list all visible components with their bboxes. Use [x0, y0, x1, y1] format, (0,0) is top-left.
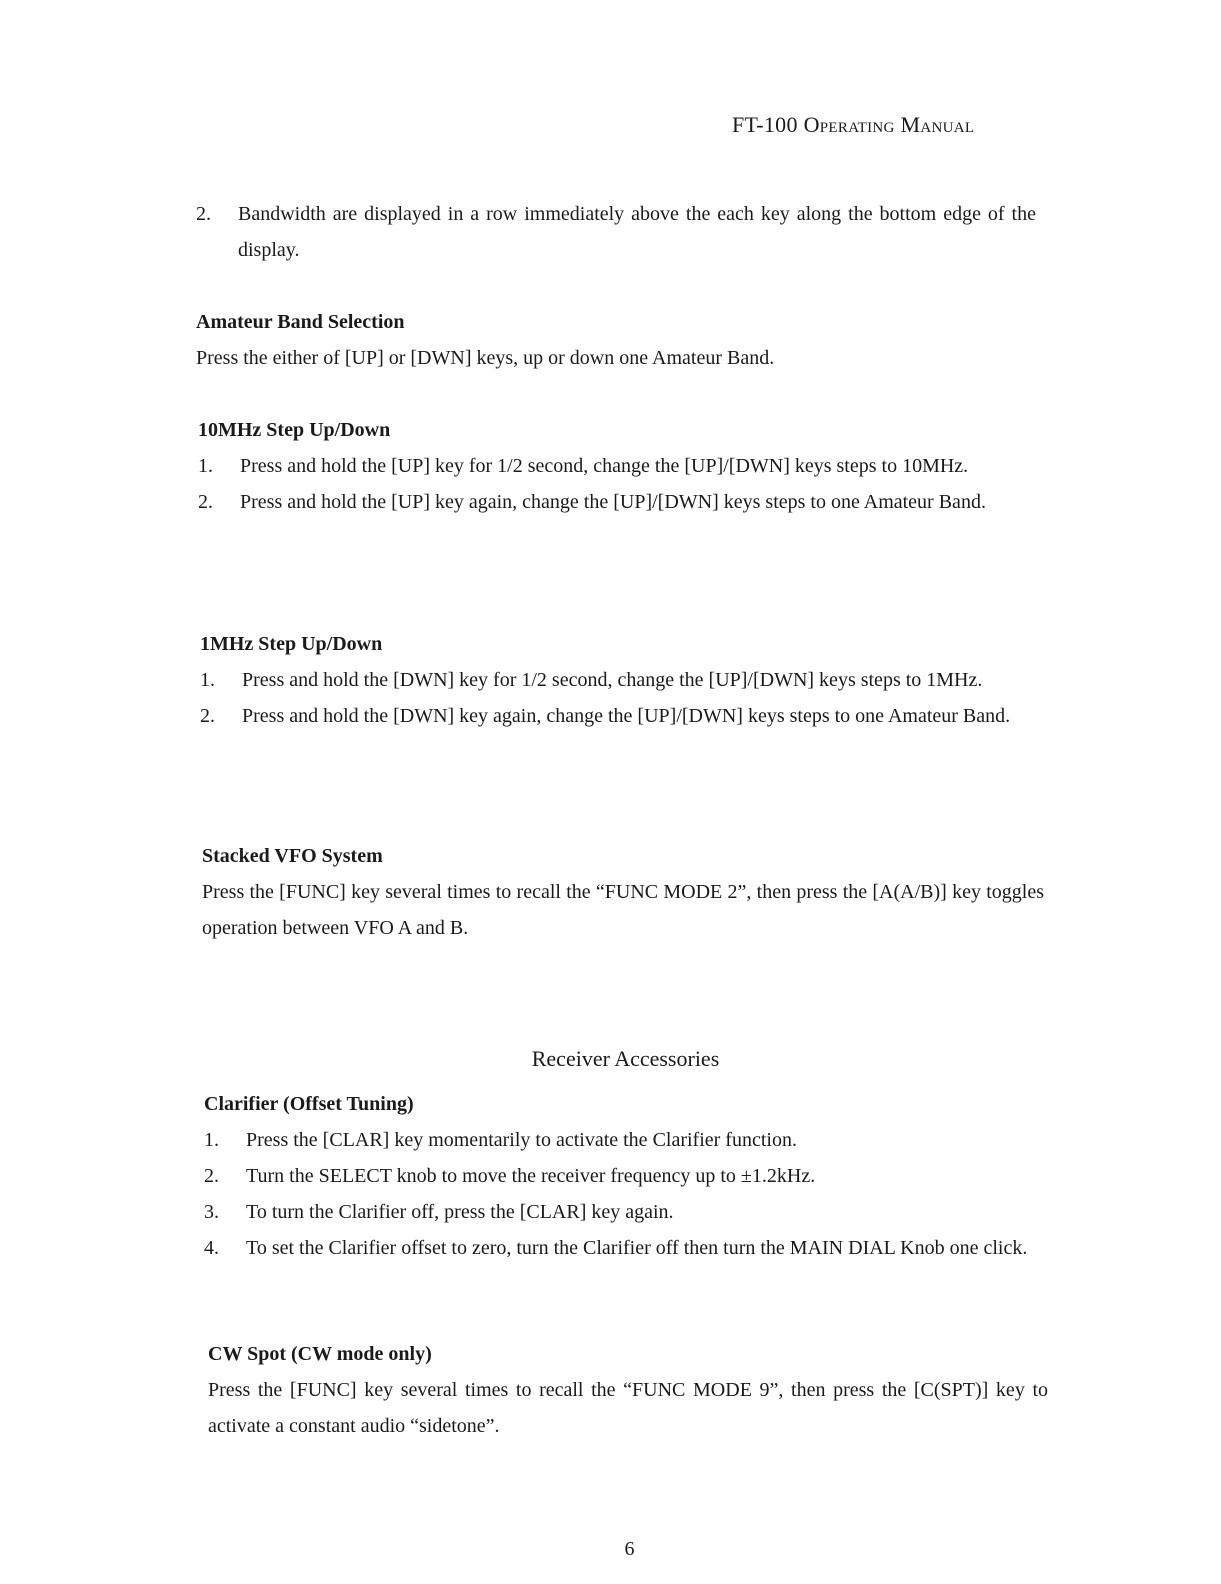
list-item: [200, 698, 1042, 734]
section-paragraph: Press the [FUNC] key several times to recall the “FUNC MODE 2”, then press the [A(A/B)] key toggles operation between VFO A and B.: [202, 881, 1044, 939]
section-heading: 1MHz Step Up/Down: [200, 633, 383, 655]
list-item: [196, 196, 1036, 268]
list-item-number: 1.: [204, 1129, 219, 1151]
section-stacked-vfo: [0, 838, 1044, 946]
section-amateur-band: [0, 304, 1036, 376]
list-item-text: Bandwidth are displayed in a row immediately above the each key along the bottom edge of the display.: [238, 203, 1036, 261]
list-item: [204, 1158, 1048, 1194]
header-prefix: FT-100: [732, 112, 804, 137]
list-item-number: 2.: [196, 203, 211, 225]
list-item-text: To turn the Clarifier off, press the [CLAR] key again.: [246, 1201, 674, 1223]
list-item-number: 2.: [204, 1165, 219, 1187]
list-item-number: 2.: [200, 705, 215, 727]
section-heading: Amateur Band Selection: [196, 311, 405, 333]
section-heading: Clarifier (Offset Tuning): [204, 1093, 414, 1115]
page-number: 6: [624, 1538, 635, 1560]
header-word-manual: Manual: [900, 112, 975, 137]
list-item: [204, 1122, 1048, 1158]
section-heading: 10MHz Step Up/Down: [198, 419, 391, 441]
intro-item-block: [0, 196, 1036, 268]
list-item: [204, 1230, 1048, 1266]
list-item-number: 4.: [204, 1237, 219, 1259]
list-item-number: 2.: [198, 491, 213, 513]
section-heading: Stacked VFO System: [202, 845, 383, 867]
list-item-number: 1.: [200, 669, 215, 691]
list-item: [198, 448, 1040, 484]
list-item: [198, 484, 1040, 520]
list-item-text: Press and hold the [DWN] key for 1/2 second, change the [UP]/[DWN] keys steps to 1MHz.: [242, 669, 983, 691]
list-item: [200, 662, 1042, 698]
list-item-text: Press and hold the [DWN] key again, change the [UP]/[DWN] keys steps to one Amateur Band.: [242, 705, 1011, 727]
running-header: [732, 112, 974, 138]
list-item: [204, 1194, 1048, 1230]
section-cw-spot: [0, 1336, 1048, 1444]
list-item-text: Press the [CLAR] key momentarily to activate the Clarifier function.: [246, 1129, 797, 1151]
section-1mhz-step: [0, 626, 1042, 734]
list-item-text: To set the Clarifier offset to zero, turn the Clarifier off then turn the MAIN DIAL Knob one click.: [246, 1237, 1028, 1259]
list-item-number: 1.: [198, 455, 213, 477]
receiver-accessories-title: Receiver Accessories: [531, 1046, 720, 1071]
list-item-text: Turn the SELECT knob to move the receiver frequency up to ±1.2kHz.: [246, 1165, 816, 1187]
header-word-operating: Operating: [803, 112, 895, 137]
section-paragraph: Press the [FUNC] key several times to recall the “FUNC MODE 9”, then press the [C(SPT)] key to activate a constant audio “sidetone”.: [208, 1379, 1048, 1437]
section-paragraph: Press the either of [UP] or [DWN] keys, up or down one Amateur Band.: [196, 347, 775, 369]
list-item-text: Press and hold the [UP] key again, change the [UP]/[DWN] keys steps to one Amateur Band.: [240, 491, 986, 513]
section-clarifier: [0, 1086, 1048, 1266]
list-item-number: 3.: [204, 1201, 219, 1223]
section-10mhz-step: [0, 412, 1040, 520]
section-heading: CW Spot (CW mode only): [208, 1343, 432, 1365]
list-item-text: Press and hold the [UP] key for 1/2 second, change the [UP]/[DWN] keys steps to 10MHz.: [240, 455, 969, 477]
